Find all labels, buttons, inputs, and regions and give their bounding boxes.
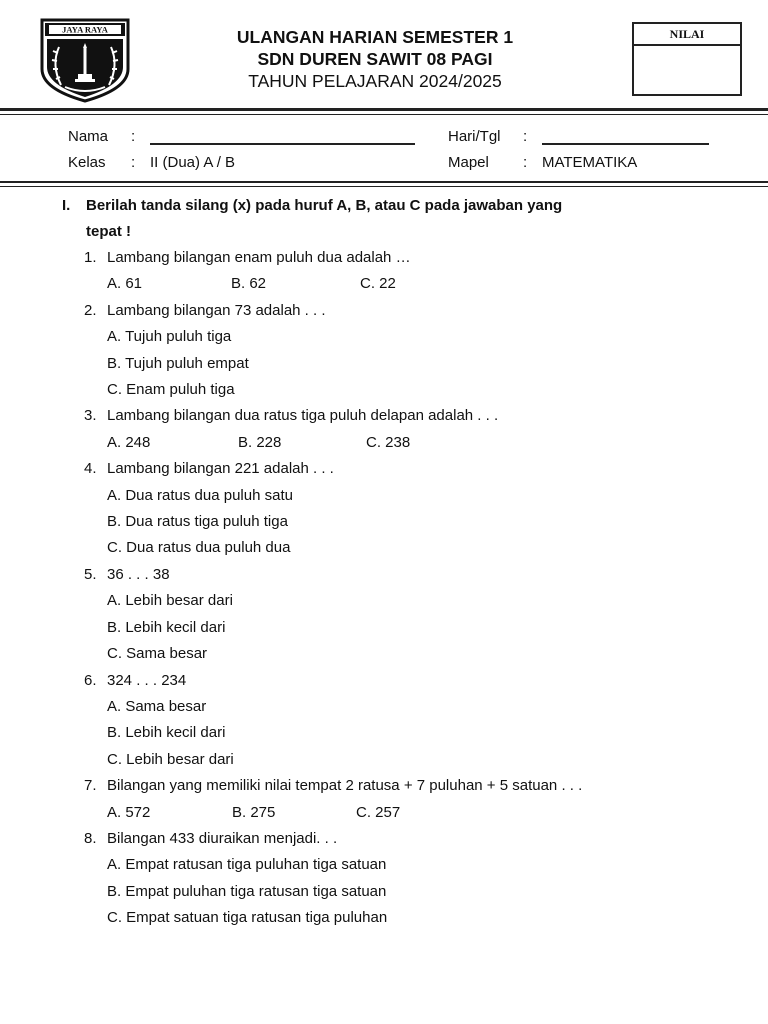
option-c[interactable]: C. Lebih besar dari — [107, 750, 234, 768]
question-5 — [62, 562, 702, 588]
question-text: Lambang bilangan 221 adalah . . . — [107, 460, 334, 478]
hari-input-line[interactable] — [542, 143, 709, 145]
title-line-3: TAHUN PELAJARAN 2024/2025 — [248, 71, 502, 91]
mapel-colon: : — [523, 154, 528, 171]
question-3 — [62, 403, 702, 429]
option-a[interactable]: A. Lebih besar dari — [107, 592, 233, 610]
option-b[interactable]: B. Lebih kecil dari — [107, 618, 226, 636]
kelas-label: Kelas — [68, 154, 106, 171]
header-divider — [0, 108, 768, 111]
nama-label: Nama — [68, 128, 109, 145]
option-c[interactable]: C. Empat satuan tiga ratusan tiga puluhan — [107, 909, 388, 927]
question-number: 6. — [84, 671, 97, 689]
info-divider-thin — [0, 186, 768, 187]
option-c[interactable]: C. 22 — [360, 275, 396, 293]
question-8 — [62, 826, 702, 852]
score-box — [632, 22, 742, 96]
options-3 — [62, 430, 702, 456]
question-4 — [62, 456, 702, 482]
kelas-value: II (Dua) A / B — [150, 154, 236, 171]
instruction-line-2: tepat ! — [86, 223, 131, 240]
question-text: 36 . . . 38 — [107, 565, 170, 583]
info-divider — [0, 181, 768, 183]
option-a[interactable]: A. 572 — [107, 803, 151, 821]
options-1 — [62, 271, 702, 297]
question-number: 8. — [84, 829, 97, 847]
option-a[interactable]: A. Dua ratus dua puluh satu — [107, 486, 293, 504]
question-section — [62, 193, 702, 932]
question-7 — [62, 773, 702, 799]
question-number: 3. — [84, 407, 97, 425]
question-text: Lambang bilangan dua ratus tiga puluh delapan adalah . . . — [107, 407, 499, 425]
option-b[interactable]: B. Tujuh puluh empat — [107, 354, 249, 372]
score-label: NILAI — [634, 24, 740, 46]
option-b[interactable]: B. Dua ratus tiga puluh tiga — [107, 513, 288, 531]
question-number: 4. — [84, 460, 97, 478]
hari-colon: : — [523, 128, 528, 145]
option-a[interactable]: A. Empat ratusan tiga puluhan tiga satuan — [107, 856, 387, 874]
question-2 — [62, 298, 702, 324]
option-b[interactable]: B. Lebih kecil dari — [107, 724, 226, 742]
options-7 — [62, 800, 702, 826]
section-number: I. — [62, 197, 71, 214]
title-line-2: SDN DUREN SAWIT 08 PAGI — [257, 49, 493, 69]
exam-title — [160, 26, 590, 92]
option-b[interactable]: B. 62 — [231, 275, 267, 293]
question-text: 324 . . . 234 — [107, 671, 187, 689]
question-number: 7. — [84, 777, 97, 795]
question-text: Lambang bilangan enam puluh dua adalah … — [107, 249, 411, 266]
question-text: Bilangan yang memiliki nilai tempat 2 ratusa + 7 puluhan + 5 satuan . . . — [107, 777, 583, 795]
option-a[interactable]: A. Tujuh puluh tiga — [107, 328, 232, 346]
nama-input-line[interactable] — [150, 143, 415, 145]
mapel-label: Mapel — [448, 154, 489, 171]
instruction-line-1: Berilah tanda silang (x) pada huruf A, B, atau C pada jawaban yang — [86, 197, 563, 214]
question-number: 1. — [84, 249, 97, 266]
jaya-raya-logo — [39, 17, 131, 103]
option-c[interactable]: C. 238 — [366, 433, 411, 451]
question-6 — [62, 668, 702, 694]
nama-colon: : — [131, 128, 136, 145]
option-c[interactable]: C. 257 — [356, 803, 401, 821]
question-text: Lambang bilangan 73 adalah . . . — [107, 301, 326, 319]
option-b[interactable]: B. 228 — [238, 433, 282, 451]
title-line-1: ULANGAN HARIAN SEMESTER 1 — [236, 27, 514, 47]
question-number: 2. — [84, 301, 97, 319]
section-instruction — [62, 193, 702, 245]
question-number: 5. — [84, 565, 97, 583]
option-c[interactable]: C. Enam puluh tiga — [107, 381, 235, 399]
hari-label: Hari/Tgl — [448, 128, 501, 145]
kelas-colon: : — [131, 154, 136, 171]
option-a[interactable]: A. 61 — [107, 275, 143, 293]
svg-text:JAYA RAYA: JAYA RAYA — [62, 24, 108, 35]
option-b[interactable]: B. 275 — [232, 803, 276, 821]
option-b[interactable]: B. Empat puluhan tiga ratusan tiga satuan — [107, 882, 387, 900]
mapel-value: MATEMATIKA — [542, 154, 638, 171]
option-c[interactable]: C. Sama besar — [107, 645, 208, 663]
question-1 — [62, 245, 702, 271]
question-text: Bilangan 433 diuraikan menjadi. . . — [107, 829, 338, 847]
option-a[interactable]: A. 248 — [107, 433, 151, 451]
header-divider-thin — [0, 114, 768, 115]
option-c[interactable]: C. Dua ratus dua puluh dua — [107, 539, 291, 557]
option-a[interactable]: A. Sama besar — [107, 697, 207, 715]
